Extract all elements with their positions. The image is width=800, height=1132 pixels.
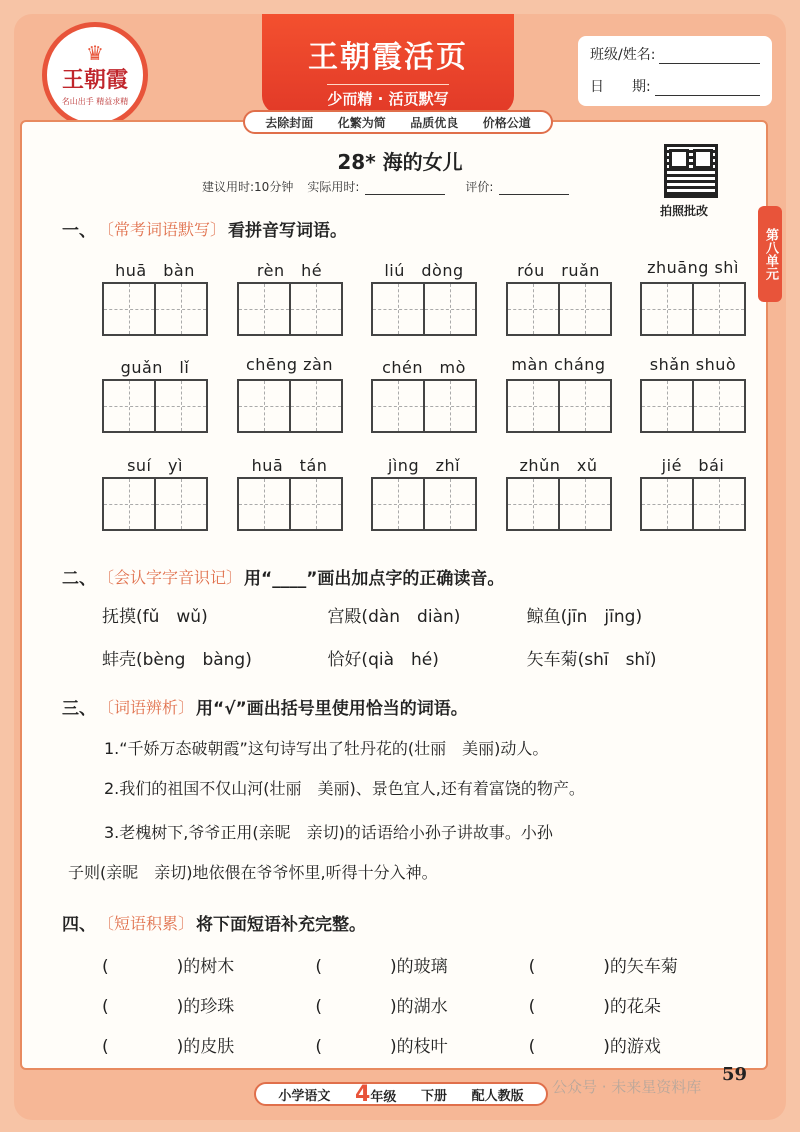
reading-row [102, 602, 752, 627]
section-4-heading [62, 910, 366, 935]
question-line[interactable]: 2.我们的祖国不仅山河(壮丽 美丽)、景色宜人,还有着富饶的物产。 [104, 779, 585, 798]
phrase-blank[interactable]: ( )的花朵 [528, 997, 661, 1017]
writing-grid[interactable] [506, 379, 612, 433]
section-number: 四、 [62, 915, 96, 935]
pinyin-cell [640, 258, 746, 336]
pinyin-text: jìng zhǐ [387, 456, 461, 475]
writing-grid[interactable] [237, 379, 343, 433]
section-tag: 〔短语积累〕 [98, 914, 195, 933]
phrase-blank[interactable]: ( )的玻璃 [315, 957, 448, 977]
pinyin-cell [102, 258, 208, 336]
class-name-label: 班级/姓名: [590, 47, 656, 63]
pinyin-text: shǎn shuò [649, 355, 737, 374]
pinyin-text: rèn hé [256, 261, 323, 280]
pinyin-text: chēng zàn [245, 355, 333, 374]
pinyin-row [102, 258, 746, 336]
section-3-heading [62, 694, 468, 719]
pinyin-cell [371, 258, 477, 336]
reading-row [102, 645, 752, 670]
slogan-item: 化繁为简 [337, 115, 386, 130]
writing-grid[interactable] [506, 477, 612, 531]
writing-grid[interactable] [237, 282, 343, 336]
suggested-time: 建议用时:10分钟 [202, 180, 294, 194]
reading-item[interactable]: 恰好(qià hé) [327, 650, 439, 670]
reading-item[interactable]: 矢车菊(shī shǐ) [526, 650, 657, 670]
writing-grid[interactable] [237, 477, 343, 531]
writing-grid[interactable] [640, 477, 746, 531]
pinyin-row [102, 453, 746, 531]
footer-edition: 配人教版 [471, 1088, 524, 1104]
banner-subtitle: 少而精 · 活页默写 [327, 84, 448, 109]
pinyin-row [102, 355, 746, 433]
footer-bar [254, 1082, 548, 1106]
question-line[interactable]: 1.“千娇万态破朝霞”这句诗写出了牡丹花的(壮丽 美丽)动人。 [104, 739, 549, 758]
writing-grid[interactable] [640, 282, 746, 336]
phrase-row [102, 952, 742, 977]
section-2-heading [62, 564, 504, 589]
date-label: 日 期: [590, 79, 651, 95]
logo-motto: 名山出手 精益求精 [61, 97, 129, 106]
writing-grid[interactable] [371, 282, 477, 336]
pinyin-cell [371, 355, 477, 433]
class-name-field[interactable] [659, 48, 760, 64]
pinyin-text: chén mò [382, 358, 466, 377]
pinyin-text: liú dòng [384, 261, 464, 280]
pinyin-text: huā bàn [115, 261, 195, 280]
phrase-row [102, 992, 742, 1017]
phrase-blank[interactable]: ( )的游戏 [528, 1037, 661, 1057]
student-info-box [578, 36, 772, 106]
pinyin-text: huā tán [251, 456, 328, 475]
brand-banner [262, 14, 514, 114]
evaluation-label: 评价: [465, 180, 494, 194]
lesson-title: 28* 海的女儿 [337, 150, 463, 174]
pinyin-text: guǎn lǐ [120, 358, 190, 377]
pinyin-cell [102, 355, 208, 433]
phrase-row [102, 1032, 742, 1057]
footer-subject: 小学语文 [278, 1088, 331, 1104]
pinyin-cell [237, 355, 343, 433]
slogan-item: 去除封面 [265, 115, 314, 130]
pinyin-cell [640, 453, 746, 531]
section-number: 三、 [62, 699, 96, 719]
brand-logo [42, 22, 148, 128]
time-info [202, 178, 569, 195]
writing-grid[interactable] [371, 477, 477, 531]
footer-term: 下册 [420, 1088, 447, 1104]
pinyin-cell [506, 258, 612, 336]
pinyin-cell [506, 355, 612, 433]
date-field[interactable] [655, 80, 760, 96]
section-tag: 〔会认字字音识记〕 [98, 568, 243, 587]
writing-grid[interactable] [506, 282, 612, 336]
pinyin-text: zhuāng shì [647, 258, 739, 277]
section-instruction: 看拼音写词语。 [228, 221, 348, 241]
phrase-blank[interactable]: ( )的皮肤 [102, 1037, 235, 1057]
writing-grid[interactable] [371, 379, 477, 433]
pinyin-cell [371, 453, 477, 531]
watermark-text: 公众号 · 未来星资料库 [552, 1078, 702, 1096]
section-number: 二、 [62, 569, 96, 589]
question-line[interactable]: 子则(亲昵 亲切)地依偎在爷爷怀里,听得十分入神。 [68, 863, 438, 882]
pinyin-cell [506, 453, 612, 531]
phrase-blank[interactable]: ( )的矢车菊 [528, 957, 678, 977]
actual-time-label: 实际用时: [307, 180, 360, 194]
phrase-blank[interactable]: ( )的珍珠 [102, 997, 235, 1017]
question-line[interactable]: 3.老槐树下,爷爷正用(亲昵 亲切)的话语给小孙子讲故事。小孙 [104, 823, 553, 842]
page-number: 59 [722, 1064, 748, 1085]
footer-grade: 年级 [370, 1089, 397, 1105]
slogan-item: 价格公道 [482, 115, 531, 130]
pinyin-cell [640, 355, 746, 433]
phrase-blank[interactable]: ( )的枝叶 [315, 1037, 448, 1057]
section-instruction: 用“____”画出加点字的正确读音。 [244, 569, 505, 589]
writing-grid[interactable] [102, 379, 208, 433]
unit-side-tab: 第八单元 [758, 206, 782, 302]
section-instruction: 用“√”画出括号里使用恰当的词语。 [196, 699, 468, 719]
pinyin-cell [237, 258, 343, 336]
pinyin-text: màn cháng [511, 355, 606, 374]
pinyin-text: róu ruǎn [517, 261, 600, 280]
reading-item[interactable]: 鲸鱼(jīn jīng) [526, 607, 643, 627]
qr-label: 拍照批改 [660, 204, 709, 218]
slogan-item: 品质优良 [410, 115, 459, 130]
section-1-heading [62, 216, 347, 241]
reading-item[interactable]: 抚摸(fǔ wǔ) [102, 607, 208, 627]
pinyin-text: jié bái [661, 456, 725, 475]
reading-item[interactable]: 蚌壳(bèng bàng) [102, 650, 252, 670]
crown-icon: ♛ [86, 41, 104, 65]
logo-name: 王朝霞 [61, 67, 128, 93]
section-number: 一、 [62, 221, 96, 241]
qr-code-icon[interactable] [664, 144, 718, 198]
footer-grade-number: 4 [355, 1081, 371, 1107]
pinyin-text: zhǔn xǔ [519, 456, 598, 475]
pinyin-text: suí yì [127, 456, 183, 475]
pinyin-cell [237, 453, 343, 531]
writing-grid[interactable] [102, 282, 208, 336]
pinyin-cell [102, 453, 208, 531]
writing-grid[interactable] [640, 379, 746, 433]
section-tag: 〔常考词语默写〕 [98, 220, 227, 239]
slogan-bar [243, 110, 553, 134]
writing-grid[interactable] [102, 477, 208, 531]
reading-item[interactable]: 宫殿(dàn diàn) [327, 607, 461, 627]
section-instruction: 将下面短语补充完整。 [196, 915, 367, 935]
phrase-blank[interactable]: ( )的树木 [102, 957, 235, 977]
evaluation-field[interactable] [499, 183, 569, 195]
actual-time-field[interactable] [365, 183, 445, 195]
section-tag: 〔词语辨析〕 [98, 698, 195, 717]
phrase-blank[interactable]: ( )的湖水 [315, 997, 448, 1017]
banner-title: 王朝霞活页 [308, 40, 468, 75]
